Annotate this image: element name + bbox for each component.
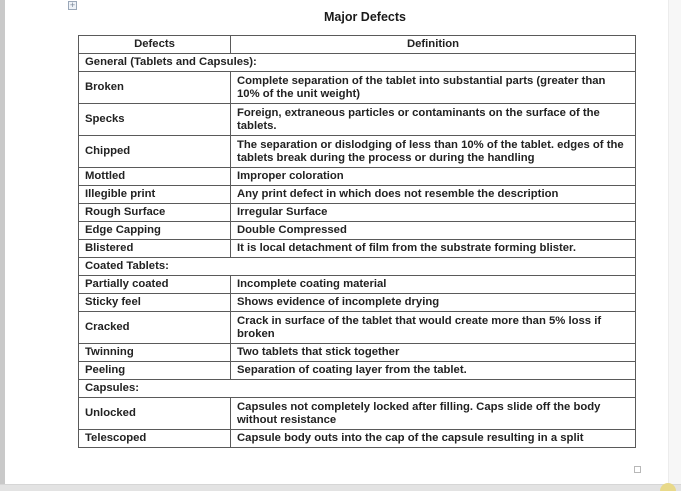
defect-cell: Peeling <box>79 362 231 380</box>
defect-cell: Cracked <box>79 312 231 344</box>
table-row <box>79 276 636 294</box>
table-resize-handle-icon[interactable] <box>634 466 641 473</box>
definition-cell: Foreign, extraneous particles or contaminants on the surface of the tablets. <box>231 104 636 136</box>
table-row <box>79 136 636 168</box>
definition-cell: Capsules not completely locked after filling. Caps slide off the body without resistance <box>231 398 636 430</box>
window-left-edge <box>0 0 5 490</box>
table-row <box>79 240 636 258</box>
table-row <box>79 362 636 380</box>
section-row-capsules <box>79 380 636 398</box>
definition-cell: The separation or dislodging of less than 10% of the tablet. edges of the tablets break during the process or during the handling <box>231 136 636 168</box>
page-title: Major Defects <box>324 10 406 24</box>
section-label: General (Tablets and Capsules): <box>79 54 636 72</box>
definition-cell: Any print defect in which does not resemble the description <box>231 186 636 204</box>
definition-cell: It is local detachment of film from the substrate forming blister. <box>231 240 636 258</box>
definition-cell: Double Compressed <box>231 222 636 240</box>
defect-cell: Edge Capping <box>79 222 231 240</box>
definition-cell: Capsule body outs into the cap of the capsule resulting in a split <box>231 430 636 448</box>
defect-cell: Specks <box>79 104 231 136</box>
table-row <box>79 72 636 104</box>
column-header-defects: Defects <box>79 36 231 54</box>
section-row-coated-tablets <box>79 258 636 276</box>
definition-cell: Incomplete coating material <box>231 276 636 294</box>
definition-cell: Improper coloration <box>231 168 636 186</box>
section-row-general <box>79 54 636 72</box>
table-row <box>79 344 636 362</box>
table-row <box>79 312 636 344</box>
defect-cell: Sticky feel <box>79 294 231 312</box>
window-right-edge <box>668 0 681 484</box>
table-row <box>79 104 636 136</box>
defect-cell: Twinning <box>79 344 231 362</box>
defect-cell: Partially coated <box>79 276 231 294</box>
defect-cell: Rough Surface <box>79 204 231 222</box>
table-row <box>79 204 636 222</box>
definition-cell: Complete separation of the tablet into substantial parts (greater than 10% of the unit weight) <box>231 72 636 104</box>
defect-cell: Unlocked <box>79 398 231 430</box>
table-move-handle-icon[interactable]: + <box>69 0 76 10</box>
table-row <box>79 294 636 312</box>
table-row <box>79 398 636 430</box>
table-row <box>79 222 636 240</box>
table-row <box>79 168 636 186</box>
column-header-definition: Definition <box>231 36 636 54</box>
section-label: Capsules: <box>79 380 636 398</box>
definition-cell: Two tablets that stick together <box>231 344 636 362</box>
definition-cell: Crack in surface of the tablet that would create more than 5% loss if broken <box>231 312 636 344</box>
defect-cell: Broken <box>79 72 231 104</box>
table-row <box>79 186 636 204</box>
definition-cell: Shows evidence of incomplete drying <box>231 294 636 312</box>
table-header-row <box>79 36 636 54</box>
defects-table <box>78 35 636 448</box>
section-label: Coated Tablets: <box>79 258 636 276</box>
defect-cell: Blistered <box>79 240 231 258</box>
defect-cell: Mottled <box>79 168 231 186</box>
table-row <box>79 430 636 448</box>
defect-cell: Chipped <box>79 136 231 168</box>
definition-cell: Separation of coating layer from the tablet. <box>231 362 636 380</box>
definition-cell: Irregular Surface <box>231 204 636 222</box>
defect-cell: Illegible print <box>79 186 231 204</box>
defect-cell: Telescoped <box>79 430 231 448</box>
